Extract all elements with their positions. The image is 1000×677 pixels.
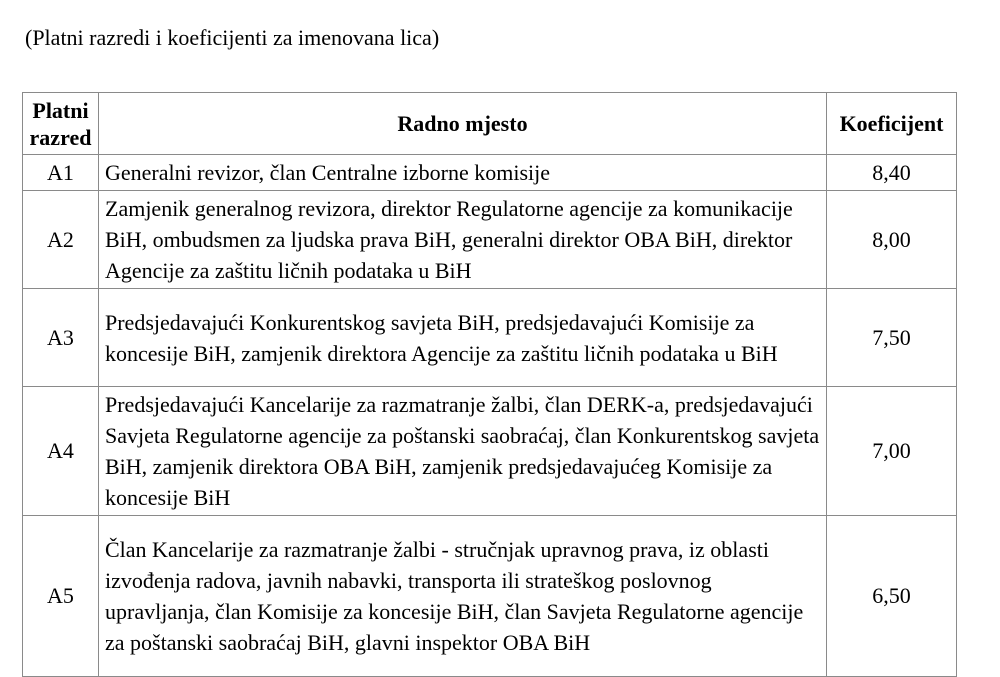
- column-header-platni-razred: Platni razred: [23, 93, 99, 155]
- grade-cell: A5: [23, 516, 99, 677]
- column-header-radno-mjesto: Radno mjesto: [99, 93, 827, 155]
- grade-cell: A4: [23, 387, 99, 516]
- table-header-row: [23, 93, 957, 155]
- grade-cell: A2: [23, 191, 99, 289]
- coefficient-cell: 8,00: [827, 191, 957, 289]
- coefficient-cell: 6,50: [827, 516, 957, 677]
- position-cell: Zamjenik generalnog revizora, direktor Regulatorne agencije za komunikacije BiH, ombudsmen za ljudska prava BiH, generalni direktor OBA BiH, direktor Agencije za zaštitu ličnih podataka u BiH: [99, 191, 827, 289]
- coefficient-cell: 7,00: [827, 387, 957, 516]
- coefficient-cell: 7,50: [827, 289, 957, 387]
- pay-grades-table: [22, 92, 957, 677]
- document-title: (Platni razredi i koeficijenti za imenovana lica): [25, 25, 440, 50]
- table-row-a1: [23, 155, 957, 191]
- position-cell: Predsjedavajući Kancelarije za razmatranje žalbi, član DERK-a, predsjedavajući Savjeta Regulatorne agencije za poštanski saobraćaj, član Konkurentskog savjeta BiH, zamjenik direktora OBA BiH, zamjenik predsjedavajućeg Komisije za koncesije BiH: [99, 387, 827, 516]
- column-header-koeficijent: Koeficijent: [827, 93, 957, 155]
- position-cell: Član Kancelarije za razmatranje žalbi - stručnjak upravnog prava, iz oblasti izvođenja radova, javnih nabavki, transporta ili strateškog poslovnog upravljanja, član Komisije za koncesije BiH, član Savjeta Regulatorne agencije za poštanski saobraćaj BiH, glavni inspektor OBA BiH: [99, 516, 827, 677]
- table-row-a2: [23, 191, 957, 289]
- coefficient-cell: 8,40: [827, 155, 957, 191]
- grade-cell: A1: [23, 155, 99, 191]
- table-row-a5: [23, 516, 957, 677]
- position-cell: Predsjedavajući Konkurentskog savjeta BiH, predsjedavajući Komisije za koncesije BiH, zamjenik direktora Agencije za zaštitu ličnih podataka u BiH: [99, 289, 827, 387]
- position-cell: Generalni revizor, član Centralne izborne komisije: [99, 155, 827, 191]
- table-row-a4: [23, 387, 957, 516]
- grade-cell: A3: [23, 289, 99, 387]
- table-row-a3: [23, 289, 957, 387]
